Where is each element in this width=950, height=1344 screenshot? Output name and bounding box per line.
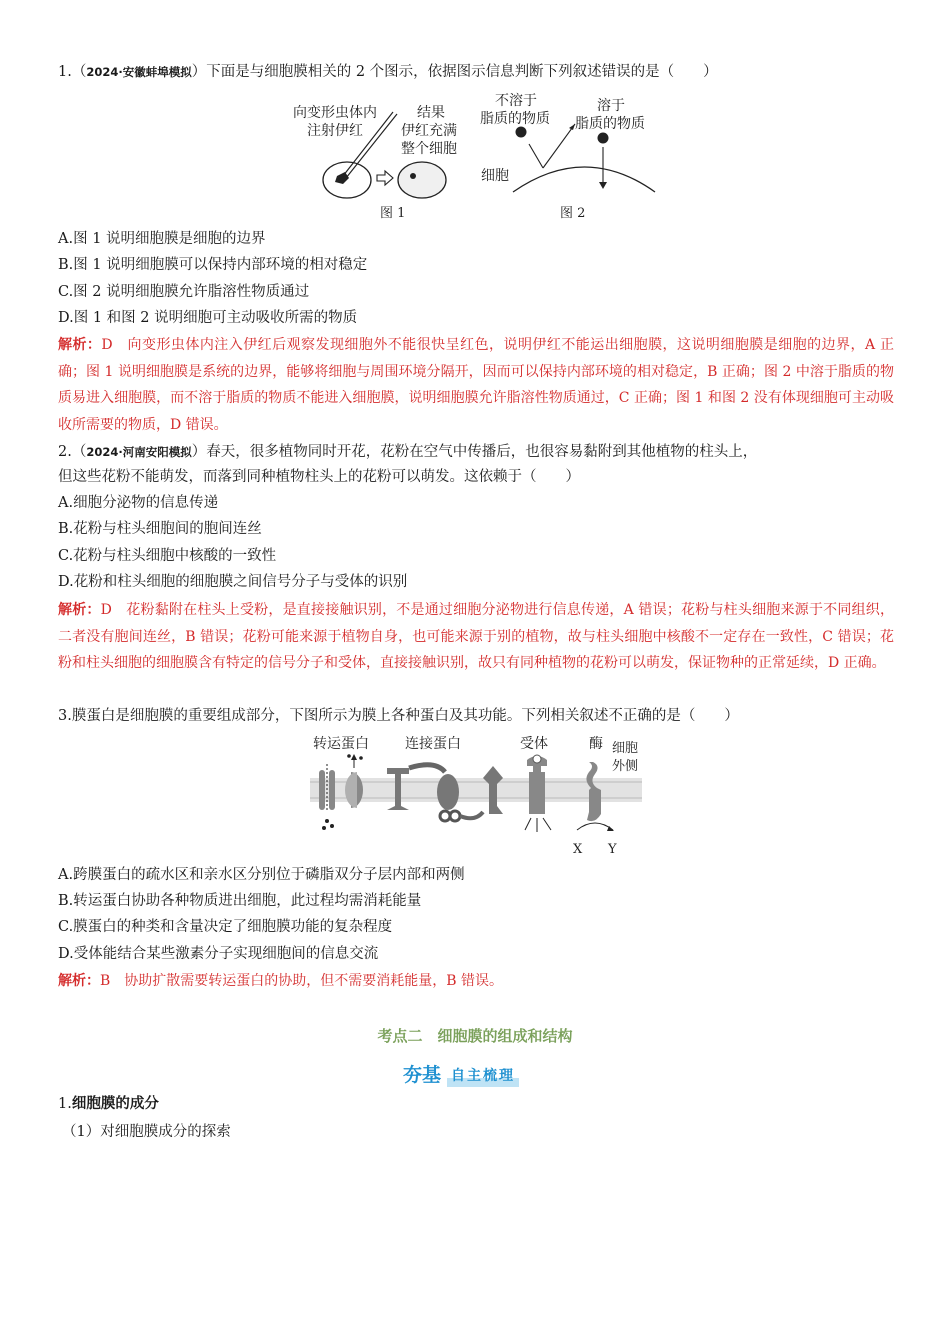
channel-protein (319, 770, 325, 810)
q2-option-b: B.花粉与柱头细胞间的胞间连丝 (58, 521, 262, 537)
section-title: 考点二 细胞膜的组成和结构 (377, 1027, 573, 1045)
fig2-label: 不溶于 (495, 93, 537, 109)
q3-answer (58, 968, 894, 995)
carrier-protein (345, 772, 357, 808)
q3-option-a: A.跨膜蛋白的疏水区和亲水区分别位于磷脂双分子层内部和两侧 (58, 867, 465, 883)
fig1-label: 注射伊红 (307, 123, 363, 139)
cell-membrane-arc (513, 167, 655, 192)
reflect-arrow (543, 124, 575, 168)
q1-option-d: D.图 1 和图 2 说明细胞可主动吸收所需的物质 (58, 310, 358, 326)
q2-option-d: D.花粉和柱头细胞的细胞膜之间信号分子与受体的识别 (58, 574, 408, 590)
label-x: X (573, 842, 583, 857)
q1-source: 2024·安徽蚌埠模拟 (86, 65, 192, 79)
answer-label: 解析： (58, 337, 102, 353)
fig1-caption: 图 1 (380, 206, 406, 221)
fig1-label: 整个细胞 (401, 141, 457, 157)
label-outside: 外侧 (612, 759, 639, 774)
fig2-label: 细胞 (481, 168, 509, 184)
sub-heading-1: （1）对细胞膜成分的探索 (62, 1124, 231, 1140)
fig2-label: 脂质的物质 (480, 111, 550, 127)
receptor-protein (527, 756, 547, 814)
q2-number: 2. (58, 444, 72, 460)
q1-stem-text: 下面是与细胞膜相关的 2 个图示，依据图示信息判断下列叙述错误的是（ ） (206, 64, 718, 80)
badge-sub: 自主梳理 (447, 1065, 519, 1087)
q2-answer (58, 597, 894, 677)
answer-label: 解析： (58, 973, 100, 989)
q1-option-b: B.图 1 说明细胞膜可以保持内部环境的相对稳定 (58, 257, 368, 273)
heading-1: 1.细胞膜的成分 (58, 1096, 159, 1112)
q2-option-c: C.花粉与柱头细胞中核酸的一致性 (58, 548, 277, 564)
answer-text: B 协助扩散需要转运蛋白的协助，但不需要消耗能量，B 错误。 (100, 973, 504, 989)
particle (516, 127, 527, 138)
q1-stem: 1.（2024·安徽蚌埠模拟）下面是与细胞膜相关的 2 个图示，依据图示信息判断下列叙述错误的是（ ） (58, 64, 718, 80)
label-enzyme: 酶 (589, 736, 603, 752)
label-y: Y (608, 842, 617, 857)
connect-protein (437, 774, 459, 810)
needle (343, 112, 393, 176)
q1-figure (285, 92, 665, 227)
fig1-label: 向变形虫体内 (293, 105, 377, 121)
fig1-label: 结果 (417, 105, 445, 121)
fig2-label: 脂质的物质 (575, 116, 645, 132)
arrow-icon (377, 171, 393, 185)
fig2-label: 溶于 (597, 98, 625, 114)
q3-option-b: B.转运蛋白协助各种物质进出细胞，此过程均需消耗能量 (58, 893, 422, 909)
q2-stem-line2: 但这些花粉不能萌发，而落到同种植物柱头上的花粉可以萌发。这依赖于（ ） (58, 469, 580, 485)
reflect-arrow (529, 144, 543, 168)
connect-chain (409, 765, 445, 772)
answer-text: D 向变形虫体内注入伊红后观察发现细胞外不能很快呈红色，说明伊红不能运出细胞膜，这说明细胞膜是细胞的边界，A 正确；图 1 说明细胞膜是系统的边界，能够将细胞与周围环境分隔开，因而可以保持内部环境的相对稳定，B 正确；图 2 中溶于脂质的物质易进入细胞膜，而不溶于脂质的物质不能进入细胞膜，说明细胞膜允许脂溶性物质通过，C 正确；图 1 和图 2 没有体现细胞可主动吸收所需要的物质，D 错误。 (58, 337, 894, 433)
q1-option-a: A.图 1 说明细胞膜是细胞的边界 (58, 231, 266, 247)
answer-label: 解析： (58, 602, 101, 618)
label-connect: 连接蛋白 (405, 736, 461, 752)
q3-membrane-figure (305, 732, 650, 860)
section-badge (403, 1060, 519, 1087)
q3-option-d: D.受体能结合某些激素分子实现细胞间的信息交流 (58, 946, 379, 962)
q1-number: 1. (58, 64, 72, 80)
label-receptor: 受体 (520, 736, 548, 752)
injected-dye (335, 172, 349, 184)
q3-option-c: C.膜蛋白的种类和含量决定了细胞膜功能的复杂程度 (58, 919, 393, 935)
fig2-caption: 图 2 (560, 206, 586, 221)
q1-answer (58, 332, 894, 438)
q2-source: 2024·河南安阳模拟 (86, 445, 192, 459)
q2-option-a: A.细胞分泌物的信息传递 (58, 495, 219, 511)
q2-stem: 2.（2024·河南安阳模拟）春天，很多植物同时开花，花粉在空气中传播后，也很容易黏附到其他植物的柱头上， (58, 444, 758, 460)
nucleus (410, 173, 416, 179)
answer-text: D 花粉黏附在柱头上受粉，是直接接触识别，不是通过细胞分泌物进行信息传递，A 错误；花粉与柱头细胞来源于不同组织，二者没有胞间连丝，B 错误；花粉可能来源于植物自身，也可能来源于别的植物，故与柱头细胞中核酸不一定存在一致性，C 错误；花粉和柱头细胞的细胞膜含有特定的信号分子和受体，直接接触识别，故只有同种植物的花粉可以萌发，保证物种的正常延续，D 正确。 (58, 602, 894, 671)
q1-option-c: C.图 2 说明细胞膜允许脂溶性物质通过 (58, 284, 310, 300)
badge-main: 夯基 (403, 1064, 442, 1086)
label-transport: 转运蛋白 (313, 736, 369, 752)
label-outside: 细胞 (612, 741, 639, 756)
particle (598, 133, 609, 144)
result-cell (398, 162, 446, 198)
channel-protein (329, 770, 335, 810)
fig1-label: 伊红充满 (401, 123, 457, 139)
q3-stem: 3.膜蛋白是细胞膜的重要组成部分，下图所示为膜上各种蛋白及其功能。下列相关叙述不正确的是（ ） (58, 708, 739, 724)
